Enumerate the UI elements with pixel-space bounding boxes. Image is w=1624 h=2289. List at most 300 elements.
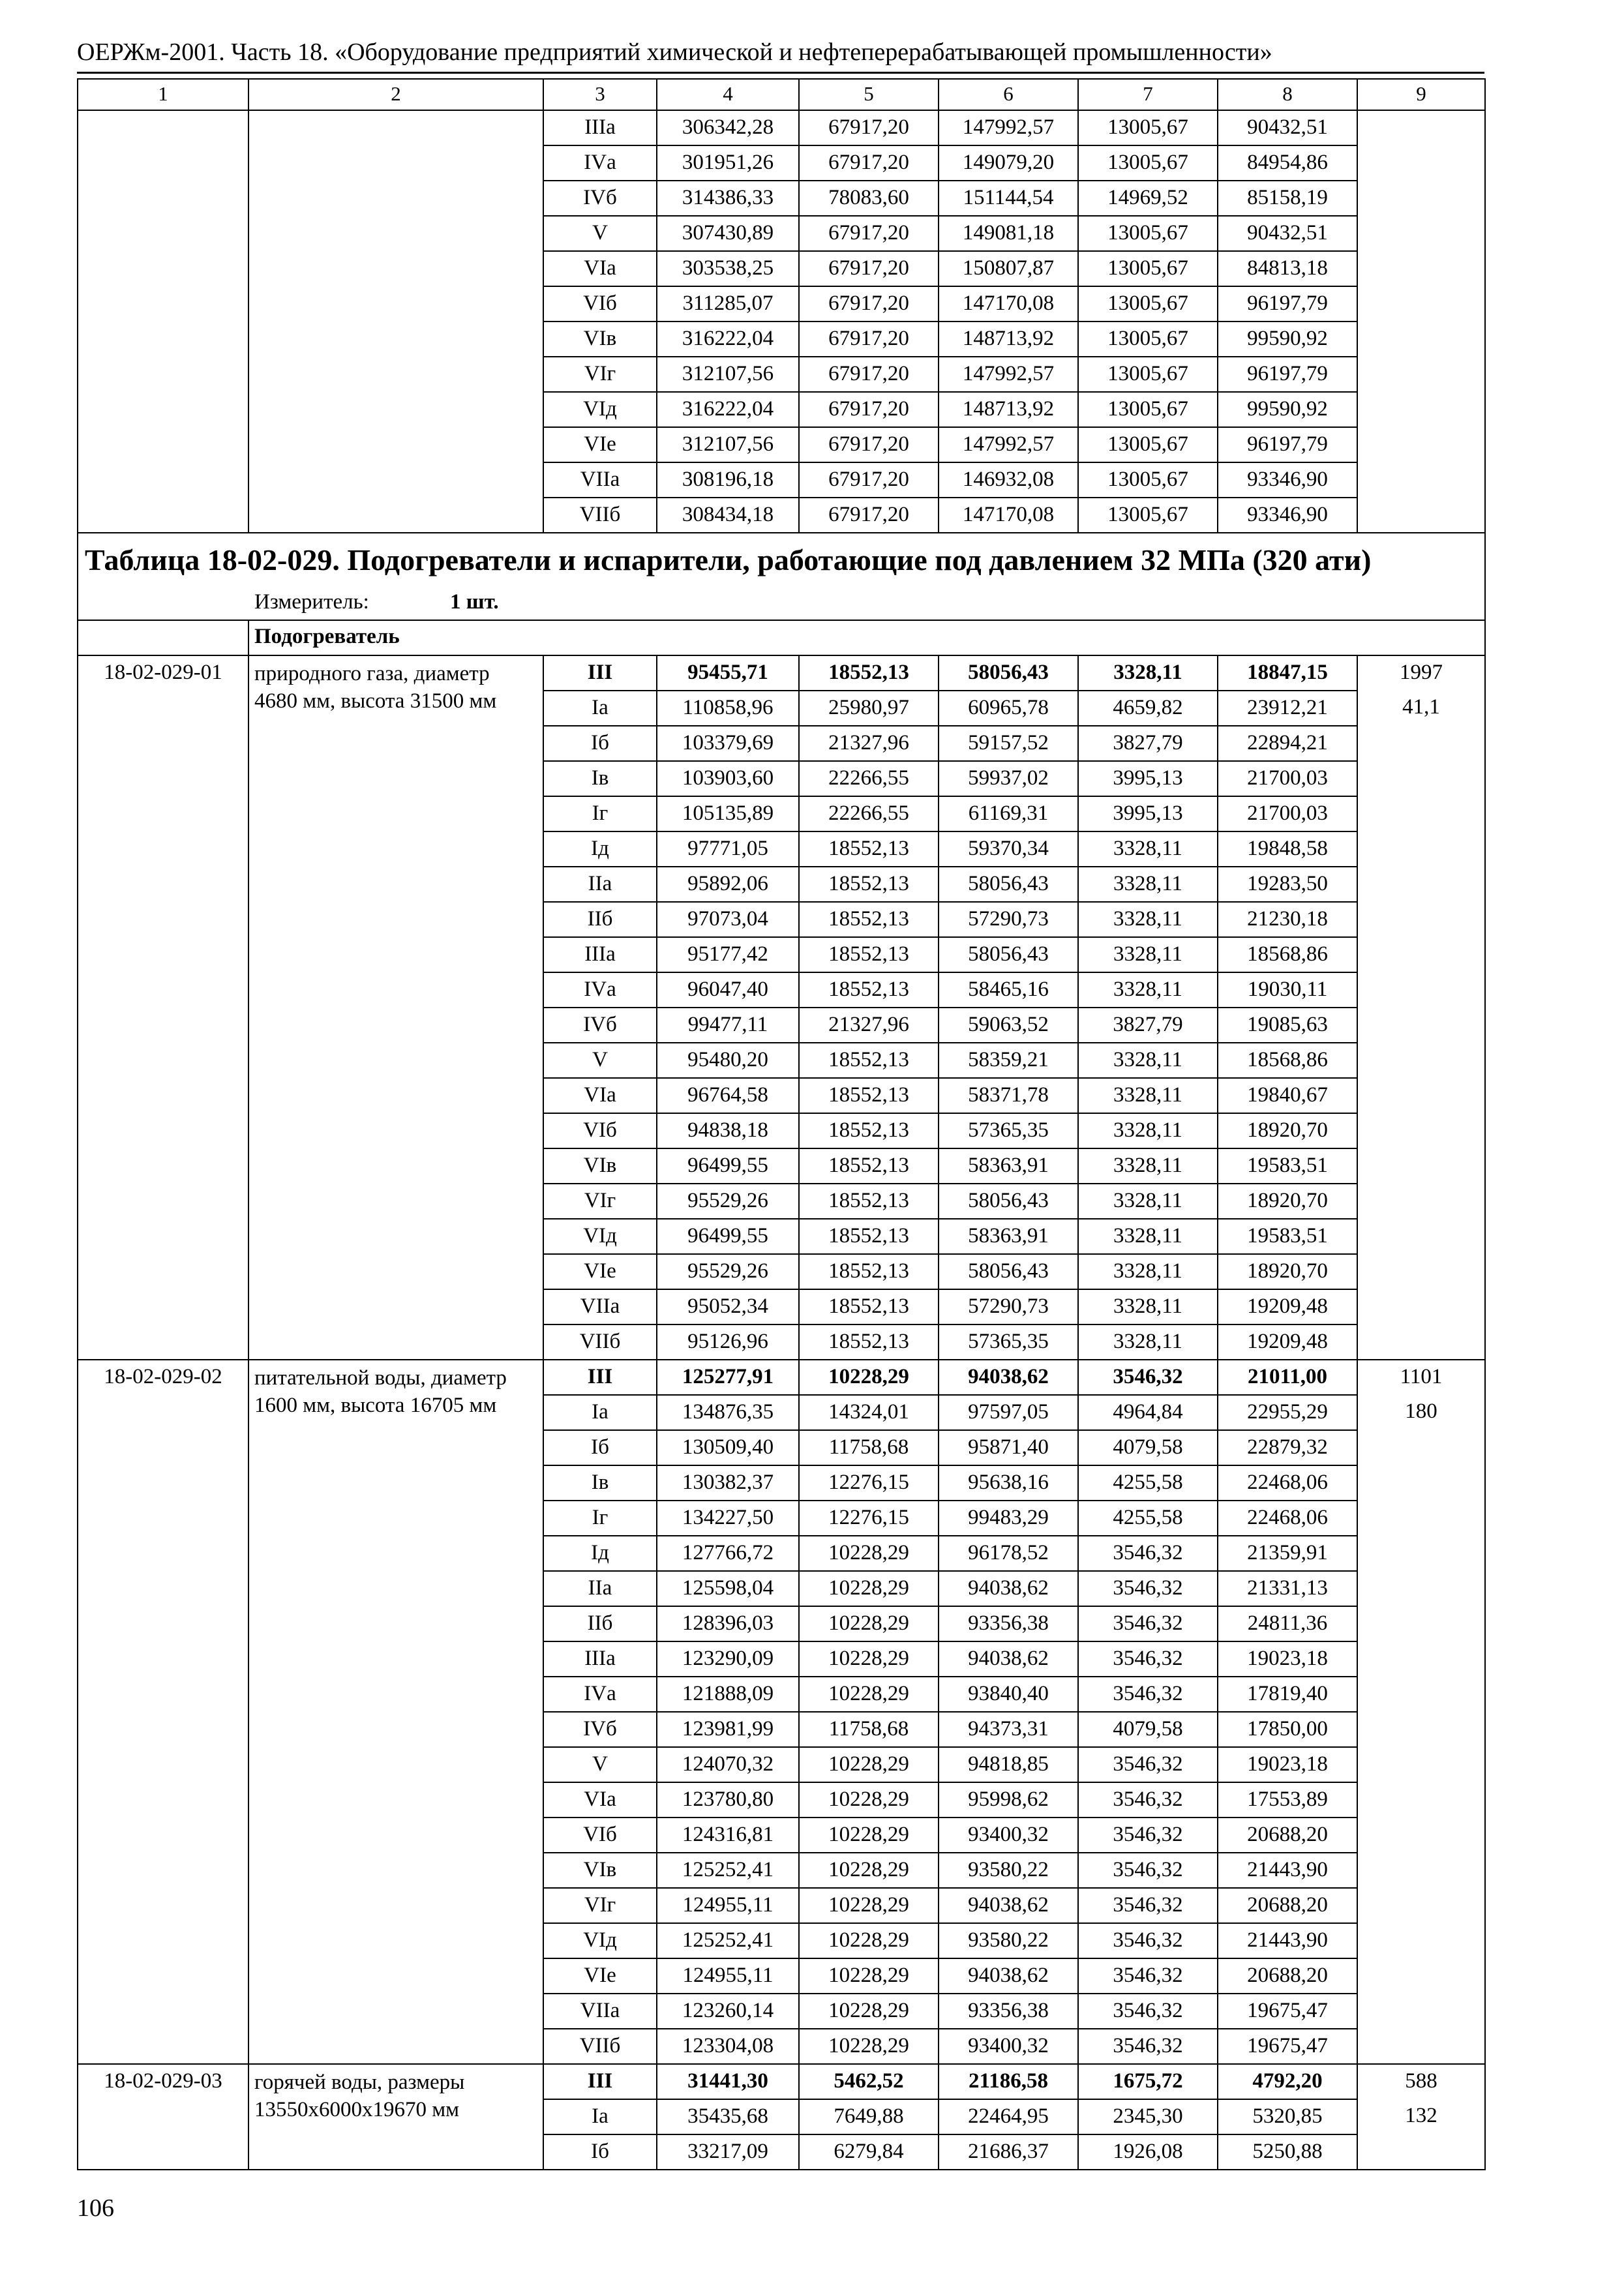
value-cell: 21443,90 — [1218, 1923, 1357, 1958]
value-cell: 4659,82 — [1078, 691, 1218, 726]
value-cell: 13005,67 — [1078, 392, 1218, 427]
value-cell: 124955,11 — [657, 1958, 799, 1994]
table-row — [78, 2064, 1485, 2099]
class-cell: IIа — [543, 867, 657, 902]
meter-row — [78, 584, 1485, 620]
value-cell: 18552,13 — [799, 1148, 939, 1184]
table-body — [78, 79, 1485, 2170]
value-cell: 96499,55 — [657, 1148, 799, 1184]
value-cell: 20688,20 — [1218, 1958, 1357, 1994]
meter-label: Измеритель: — [254, 590, 369, 614]
value-cell: 95529,26 — [657, 1254, 799, 1289]
value-cell: 124070,32 — [657, 1747, 799, 1782]
value-cell: 312107,56 — [657, 427, 799, 462]
value-cell: 3546,32 — [1078, 1782, 1218, 1818]
value-cell: 23912,21 — [1218, 691, 1357, 726]
value-cell: 19283,50 — [1218, 867, 1357, 902]
class-cell: Iг — [543, 796, 657, 831]
value-cell: 5250,88 — [1218, 2134, 1357, 2170]
value-cell: 18568,86 — [1218, 937, 1357, 972]
value-cell: 94038,62 — [939, 1360, 1078, 1395]
value-cell: 147170,08 — [939, 498, 1078, 533]
value-cell: 94038,62 — [939, 1958, 1078, 1994]
value-cell: 33217,09 — [657, 2134, 799, 2170]
class-cell: IIIа — [543, 937, 657, 972]
value-cell: 10228,29 — [799, 1606, 939, 1641]
value-cell: 18552,13 — [799, 1324, 939, 1360]
value-cell: 147992,57 — [939, 357, 1078, 392]
value-cell: 11758,68 — [799, 1430, 939, 1465]
value-cell: 3995,13 — [1078, 761, 1218, 796]
value-cell: 21359,91 — [1218, 1536, 1357, 1571]
value-cell: 60965,78 — [939, 691, 1078, 726]
value-cell: 21700,03 — [1218, 761, 1357, 796]
code-cell — [78, 110, 248, 533]
value-cell: 21686,37 — [939, 2134, 1078, 2170]
value-cell: 19023,18 — [1218, 1747, 1357, 1782]
extra-cell: 588 — [1357, 2064, 1485, 2099]
class-cell: Iг — [543, 1501, 657, 1536]
value-cell: 314386,33 — [657, 181, 799, 216]
value-cell: 3827,79 — [1078, 726, 1218, 761]
value-cell: 59157,52 — [939, 726, 1078, 761]
value-cell: 22468,06 — [1218, 1465, 1357, 1501]
value-cell: 3546,32 — [1078, 1536, 1218, 1571]
value-cell: 97073,04 — [657, 902, 799, 937]
value-cell: 3827,79 — [1078, 1008, 1218, 1043]
value-cell: 308196,18 — [657, 462, 799, 498]
value-cell: 130382,37 — [657, 1465, 799, 1501]
class-cell: VIе — [543, 1254, 657, 1289]
value-cell: 10228,29 — [799, 1641, 939, 1677]
value-cell: 18552,13 — [799, 1043, 939, 1078]
value-cell: 3328,11 — [1078, 831, 1218, 867]
value-cell: 3328,11 — [1078, 1113, 1218, 1148]
value-cell: 6279,84 — [799, 2134, 939, 2170]
value-cell: 58363,91 — [939, 1219, 1078, 1254]
value-cell: 95480,20 — [657, 1043, 799, 1078]
class-cell: IIIа — [543, 110, 657, 145]
price-table — [77, 78, 1486, 2170]
table-title: Таблица 18-02-029. Подогреватели и испарители, работающие под давлением 32 МПа (320 ати) — [78, 533, 1485, 584]
value-cell: 22894,21 — [1218, 726, 1357, 761]
value-cell: 18552,13 — [799, 1078, 939, 1113]
value-cell: 130509,40 — [657, 1430, 799, 1465]
value-cell: 3995,13 — [1078, 796, 1218, 831]
value-cell: 25980,97 — [799, 691, 939, 726]
value-cell: 3328,11 — [1078, 867, 1218, 902]
value-cell: 125252,41 — [657, 1923, 799, 1958]
value-cell: 84813,18 — [1218, 251, 1357, 286]
value-cell: 12276,15 — [799, 1465, 939, 1501]
value-cell: 10228,29 — [799, 1571, 939, 1606]
value-cell: 18568,86 — [1218, 1043, 1357, 1078]
class-cell: V — [543, 1043, 657, 1078]
value-cell: 19675,47 — [1218, 2029, 1357, 2064]
value-cell: 125252,41 — [657, 1853, 799, 1888]
value-cell: 10228,29 — [799, 1536, 939, 1571]
value-cell: 21327,96 — [799, 726, 939, 761]
value-cell: 105135,89 — [657, 796, 799, 831]
value-cell: 1926,08 — [1078, 2134, 1218, 2170]
value-cell: 123304,08 — [657, 2029, 799, 2064]
value-cell: 123290,09 — [657, 1641, 799, 1677]
value-cell: 3546,32 — [1078, 1360, 1218, 1395]
value-cell: 94838,18 — [657, 1113, 799, 1148]
value-cell: 24811,36 — [1218, 1606, 1357, 1641]
value-cell: 95177,42 — [657, 937, 799, 972]
value-cell: 10228,29 — [799, 1994, 939, 2029]
value-cell: 90432,51 — [1218, 216, 1357, 251]
value-cell: 95529,26 — [657, 1184, 799, 1219]
value-cell: 316222,04 — [657, 392, 799, 427]
column-number: 8 — [1218, 79, 1357, 110]
class-cell: III — [543, 1360, 657, 1395]
extra-cell: 1997 — [1357, 655, 1485, 691]
value-cell: 10228,29 — [799, 1360, 939, 1395]
value-cell: 151144,54 — [939, 181, 1078, 216]
value-cell: 94373,31 — [939, 1712, 1078, 1747]
value-cell: 13005,67 — [1078, 462, 1218, 498]
class-cell: IVа — [543, 1677, 657, 1712]
header-rule — [77, 72, 1484, 74]
value-cell: 18552,13 — [799, 655, 939, 691]
page-number: 106 — [77, 2194, 114, 2222]
value-cell: 13005,67 — [1078, 145, 1218, 181]
description-cell: природного газа, диаметр 4680 мм, высота 31500 мм — [248, 655, 543, 1360]
value-cell: 67917,20 — [799, 357, 939, 392]
value-cell: 58056,43 — [939, 867, 1078, 902]
value-cell: 97597,05 — [939, 1395, 1078, 1430]
value-cell: 58056,43 — [939, 1254, 1078, 1289]
value-cell: 3546,32 — [1078, 1747, 1218, 1782]
value-cell: 58465,16 — [939, 972, 1078, 1008]
column-number: 3 — [543, 79, 657, 110]
value-cell: 67917,20 — [799, 322, 939, 357]
value-cell: 35435,68 — [657, 2099, 799, 2134]
table-row — [78, 110, 1485, 145]
value-cell: 10228,29 — [799, 1888, 939, 1923]
value-cell: 10228,29 — [799, 1677, 939, 1712]
value-cell: 147992,57 — [939, 110, 1078, 145]
value-cell: 22464,95 — [939, 2099, 1078, 2134]
value-cell: 22266,55 — [799, 796, 939, 831]
value-cell: 146932,08 — [939, 462, 1078, 498]
value-cell: 19848,58 — [1218, 831, 1357, 867]
value-cell: 123260,14 — [657, 1994, 799, 2029]
value-cell: 3546,32 — [1078, 1853, 1218, 1888]
value-cell: 3328,11 — [1078, 1324, 1218, 1360]
value-cell: 99477,11 — [657, 1008, 799, 1043]
value-cell: 3328,11 — [1078, 937, 1218, 972]
value-cell: 148713,92 — [939, 392, 1078, 427]
table-row — [78, 655, 1485, 691]
value-cell: 58056,43 — [939, 1184, 1078, 1219]
value-cell: 125598,04 — [657, 1571, 799, 1606]
value-cell: 21443,90 — [1218, 1853, 1357, 1888]
class-cell: IIIа — [543, 1641, 657, 1677]
value-cell: 4079,58 — [1078, 1430, 1218, 1465]
value-cell: 147992,57 — [939, 427, 1078, 462]
value-cell: 57290,73 — [939, 1289, 1078, 1324]
class-cell: Iа — [543, 1395, 657, 1430]
value-cell: 97771,05 — [657, 831, 799, 867]
value-cell: 3546,32 — [1078, 1606, 1218, 1641]
value-cell: 5320,85 — [1218, 2099, 1357, 2134]
class-cell: VIг — [543, 1184, 657, 1219]
class-cell: Iв — [543, 761, 657, 796]
class-cell: VIа — [543, 1782, 657, 1818]
value-cell: 13005,67 — [1078, 498, 1218, 533]
value-cell: 18920,70 — [1218, 1254, 1357, 1289]
class-cell: VIIб — [543, 498, 657, 533]
value-cell: 308434,18 — [657, 498, 799, 533]
value-cell: 18920,70 — [1218, 1184, 1357, 1219]
value-cell: 1675,72 — [1078, 2064, 1218, 2099]
value-cell: 21011,00 — [1218, 1360, 1357, 1395]
value-cell: 58371,78 — [939, 1078, 1078, 1113]
value-cell: 67917,20 — [799, 110, 939, 145]
value-cell: 13005,67 — [1078, 322, 1218, 357]
value-cell: 57365,35 — [939, 1113, 1078, 1148]
class-cell: VIв — [543, 322, 657, 357]
value-cell: 4964,84 — [1078, 1395, 1218, 1430]
value-cell: 67917,20 — [799, 392, 939, 427]
description-cell: горячей воды, размеры 13550х6000х19670 мм — [248, 2064, 543, 2170]
column-number-row — [78, 79, 1485, 110]
value-cell: 128396,03 — [657, 1606, 799, 1641]
meter-cell — [78, 584, 1485, 620]
value-cell: 13005,67 — [1078, 216, 1218, 251]
value-cell: 18552,13 — [799, 1289, 939, 1324]
meter-unit: 1 шт. — [450, 590, 499, 614]
value-cell: 3546,32 — [1078, 1958, 1218, 1994]
class-cell: IVа — [543, 972, 657, 1008]
value-cell: 14324,01 — [799, 1395, 939, 1430]
value-cell: 59063,52 — [939, 1008, 1078, 1043]
value-cell: 2345,30 — [1078, 2099, 1218, 2134]
value-cell: 18920,70 — [1218, 1113, 1357, 1148]
value-cell: 13005,67 — [1078, 357, 1218, 392]
column-number: 6 — [939, 79, 1078, 110]
value-cell: 123780,80 — [657, 1782, 799, 1818]
description-cell: питательной воды, диаметр 1600 мм, высота 16705 мм — [248, 1360, 543, 2064]
value-cell: 67917,20 — [799, 286, 939, 322]
value-cell: 19209,48 — [1218, 1324, 1357, 1360]
class-cell: VIб — [543, 286, 657, 322]
value-cell: 94038,62 — [939, 1888, 1078, 1923]
value-cell: 90432,51 — [1218, 110, 1357, 145]
value-cell: 123981,99 — [657, 1712, 799, 1747]
value-cell: 21327,96 — [799, 1008, 939, 1043]
value-cell: 93346,90 — [1218, 498, 1357, 533]
value-cell: 3546,32 — [1078, 1677, 1218, 1712]
column-number: 4 — [657, 79, 799, 110]
value-cell: 10228,29 — [799, 1747, 939, 1782]
value-cell: 18552,13 — [799, 867, 939, 902]
value-cell: 94038,62 — [939, 1641, 1078, 1677]
value-cell: 312107,56 — [657, 357, 799, 392]
value-cell: 18552,13 — [799, 902, 939, 937]
class-cell: VIв — [543, 1853, 657, 1888]
value-cell: 10228,29 — [799, 2029, 939, 2064]
class-cell: Iа — [543, 2099, 657, 2134]
value-cell: 67917,20 — [799, 427, 939, 462]
value-cell: 103903,60 — [657, 761, 799, 796]
value-cell: 10228,29 — [799, 1958, 939, 1994]
class-cell: IIб — [543, 902, 657, 937]
value-cell: 11758,68 — [799, 1712, 939, 1747]
value-cell: 67917,20 — [799, 462, 939, 498]
value-cell: 18552,13 — [799, 831, 939, 867]
class-cell: V — [543, 1747, 657, 1782]
class-cell: Iб — [543, 2134, 657, 2170]
class-cell: VIа — [543, 1078, 657, 1113]
value-cell: 59370,34 — [939, 831, 1078, 867]
value-cell: 3328,11 — [1078, 1289, 1218, 1324]
value-cell: 127766,72 — [657, 1536, 799, 1571]
class-cell: IIб — [543, 1606, 657, 1641]
value-cell: 57290,73 — [939, 902, 1078, 937]
value-cell: 12276,15 — [799, 1501, 939, 1536]
value-cell: 67917,20 — [799, 145, 939, 181]
value-cell: 301951,26 — [657, 145, 799, 181]
value-cell: 96197,79 — [1218, 357, 1357, 392]
section-row — [78, 620, 1485, 655]
class-cell: Iд — [543, 1536, 657, 1571]
value-cell: 306342,28 — [657, 110, 799, 145]
value-cell: 3328,11 — [1078, 1043, 1218, 1078]
value-cell: 19583,51 — [1218, 1148, 1357, 1184]
column-number: 1 — [78, 79, 248, 110]
value-cell: 93356,38 — [939, 1606, 1078, 1641]
value-cell: 18552,13 — [799, 1113, 939, 1148]
value-cell: 96178,52 — [939, 1536, 1078, 1571]
class-cell: Iб — [543, 1430, 657, 1465]
value-cell: 18552,13 — [799, 1219, 939, 1254]
table-title-row — [78, 533, 1485, 584]
value-cell: 4079,58 — [1078, 1712, 1218, 1747]
value-cell: 95052,34 — [657, 1289, 799, 1324]
class-cell: VIв — [543, 1148, 657, 1184]
value-cell: 10228,29 — [799, 1853, 939, 1888]
extra-cell: 132 — [1357, 2099, 1485, 2170]
value-cell: 84954,86 — [1218, 145, 1357, 181]
running-header: ОЕРЖм-2001. Часть 18. «Оборудование предприятий химической и нефтеперерабатывающей промышленности» — [77, 38, 1272, 66]
value-cell: 19030,11 — [1218, 972, 1357, 1008]
value-cell: 19023,18 — [1218, 1641, 1357, 1677]
value-cell: 99483,29 — [939, 1501, 1078, 1536]
class-cell: VIд — [543, 1219, 657, 1254]
value-cell: 125277,91 — [657, 1360, 799, 1395]
class-cell: IVа — [543, 145, 657, 181]
value-cell: 21331,13 — [1218, 1571, 1357, 1606]
class-cell: VIа — [543, 251, 657, 286]
class-cell: IVб — [543, 1712, 657, 1747]
value-cell: 19675,47 — [1218, 1994, 1357, 2029]
value-cell: 3328,11 — [1078, 1078, 1218, 1113]
section-spacer — [78, 620, 248, 655]
value-cell: 21700,03 — [1218, 796, 1357, 831]
value-cell: 149081,18 — [939, 216, 1078, 251]
value-cell: 147170,08 — [939, 286, 1078, 322]
class-cell: VIIа — [543, 1289, 657, 1324]
value-cell: 94038,62 — [939, 1571, 1078, 1606]
value-cell: 303538,25 — [657, 251, 799, 286]
value-cell: 3328,11 — [1078, 655, 1218, 691]
value-cell: 124955,11 — [657, 1888, 799, 1923]
value-cell: 59937,02 — [939, 761, 1078, 796]
value-cell: 20688,20 — [1218, 1888, 1357, 1923]
value-cell: 149079,20 — [939, 145, 1078, 181]
value-cell: 3328,11 — [1078, 1148, 1218, 1184]
value-cell: 3546,32 — [1078, 1923, 1218, 1958]
value-cell: 3546,32 — [1078, 1994, 1218, 2029]
value-cell: 96197,79 — [1218, 286, 1357, 322]
value-cell: 19583,51 — [1218, 1219, 1357, 1254]
value-cell: 93840,40 — [939, 1677, 1078, 1712]
value-cell: 10228,29 — [799, 1923, 939, 1958]
value-cell: 148713,92 — [939, 322, 1078, 357]
value-cell: 58363,91 — [939, 1148, 1078, 1184]
value-cell: 3328,11 — [1078, 1219, 1218, 1254]
value-cell: 3328,11 — [1078, 1184, 1218, 1219]
value-cell: 10228,29 — [799, 1782, 939, 1818]
value-cell: 31441,30 — [657, 2064, 799, 2099]
value-cell: 22468,06 — [1218, 1501, 1357, 1536]
extra-cell: 41,1 — [1357, 691, 1485, 1360]
class-cell: Iд — [543, 831, 657, 867]
class-cell: VIе — [543, 427, 657, 462]
value-cell: 58056,43 — [939, 937, 1078, 972]
value-cell: 3546,32 — [1078, 1571, 1218, 1606]
value-cell: 307430,89 — [657, 216, 799, 251]
value-cell: 3546,32 — [1078, 1888, 1218, 1923]
value-cell: 121888,09 — [657, 1677, 799, 1712]
value-cell: 134876,35 — [657, 1395, 799, 1430]
code-cell: 18-02-029-03 — [78, 2064, 248, 2170]
value-cell: 3546,32 — [1078, 1641, 1218, 1677]
value-cell: 20688,20 — [1218, 1818, 1357, 1853]
class-cell: Iа — [543, 691, 657, 726]
value-cell: 95126,96 — [657, 1324, 799, 1360]
value-cell: 13005,67 — [1078, 251, 1218, 286]
column-number: 2 — [248, 79, 543, 110]
class-cell: VIе — [543, 1958, 657, 1994]
value-cell: 3546,32 — [1078, 2029, 1218, 2064]
value-cell: 4255,58 — [1078, 1465, 1218, 1501]
value-cell: 13005,67 — [1078, 427, 1218, 462]
class-cell: V — [543, 216, 657, 251]
value-cell: 124316,81 — [657, 1818, 799, 1853]
value-cell: 18552,13 — [799, 972, 939, 1008]
value-cell: 134227,50 — [657, 1501, 799, 1536]
class-cell: VIд — [543, 392, 657, 427]
value-cell: 96047,40 — [657, 972, 799, 1008]
class-cell: VIIб — [543, 2029, 657, 2064]
value-cell: 95892,06 — [657, 867, 799, 902]
class-cell: Iб — [543, 726, 657, 761]
value-cell: 103379,69 — [657, 726, 799, 761]
value-cell: 13005,67 — [1078, 110, 1218, 145]
value-cell: 22266,55 — [799, 761, 939, 796]
value-cell: 99590,92 — [1218, 392, 1357, 427]
column-number: 9 — [1357, 79, 1485, 110]
class-cell: IIа — [543, 1571, 657, 1606]
value-cell: 4792,20 — [1218, 2064, 1357, 2099]
value-cell: 4255,58 — [1078, 1501, 1218, 1536]
column-number: 7 — [1078, 79, 1218, 110]
